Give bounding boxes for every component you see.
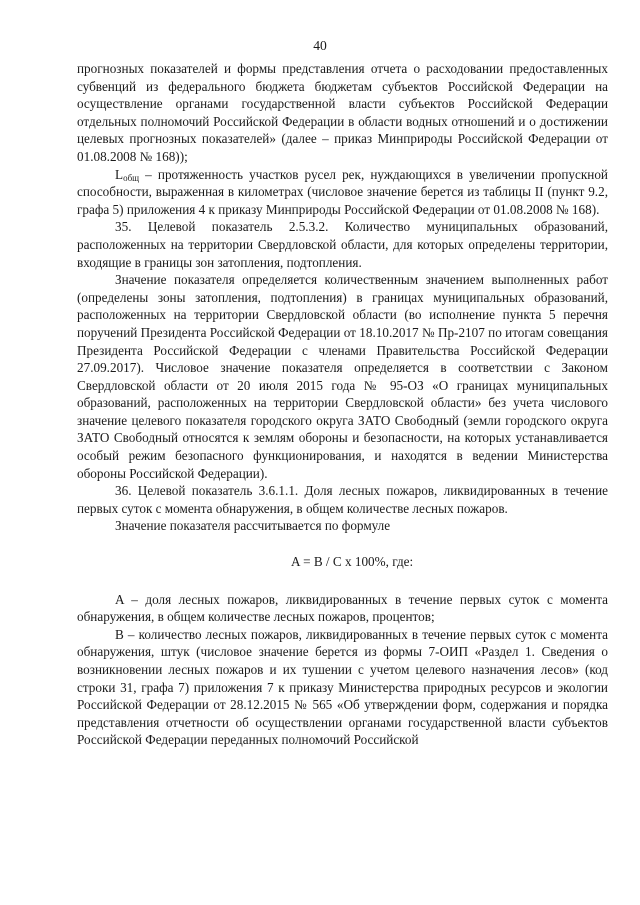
formula: A = B / C x 100%, где: [291,554,414,570]
paragraph-indicator-36: 36. Целевой показатель 3.6.1.1. Доля лесных пожаров, ликвидированных в течение первых суток с момента обнаружения, в общем количестве лесных пожаров. [77,483,608,516]
variable-symbol: L [115,166,124,182]
variable-definition-text: – протяженность участков русел рек, нуждающихся в увеличении пропускной способности, выраженная в километрах (числовое значение берется из таблицы II (пункт 9.2, графа 5) приложения 4 к приказу Минприроды Российской Федерации от 01.08.2008 № 168). [77,166,608,217]
page-number: 40 [313,38,327,53]
document-body [77,60,608,749]
variable-subscript: общ [123,172,140,183]
paragraph-indicator-35: 35. Целевой показатель 2.5.3.2. Количество муниципальных образований, расположенных на территории Свердловской области, для которых определены территории, входящие в границы зон затопления, подтопления. [77,219,608,270]
paragraph-formula-intro: Значение показателя рассчитывается по формуле [115,518,391,534]
paragraph-order-reference: прогнозных показателей и формы представления отчета о расходовании предоставленных субвенций из федерального бюджета бюджетам субъектов Российской Федерации на осуществление органами государственной власти субъектов Российской Федерации отдельных полномочий Российской Федерации в области водных отношений и о достижении целевых прогнозных показателей» (далее – приказ Минприроды Российской Федерации от 01.08.2008 № 168)); [77,61,608,164]
paragraph-variable-l-definition [77,166,608,219]
paragraph-variable-a-definition: A – доля лесных пожаров, ликвидированных в течение первых суток с момента обнаружения, в общем количестве лесных пожаров, процентов; [77,591,608,625]
paragraph-indicator-35-value: Значение показателя определяется количественным значением выполненных работ (определены зоны затопления, подтопления) в границах муниципальных образований, расположенных на территории Свердловской области (во исполнение пункта 5 перечня поручений Президента Российской Федерации от 18.10.2017 № Пр-2107 по итогам совещания Президента Российской Федерации с членами Правительства Российской Федерации 27.09.2017). Числовое значение показателя определяется в соответствии с Законом Свердловской области от 20 июля 2015 года № 95-ОЗ «О границах муниципальных образований, расположенных на территории Свердловской области» без учета числового значение целевого показателя городского округа ЗАТО Свободный (земли городского округа ЗАТО Свободный относятся к землям обороны и безопасности, на которых устанавливается особый режим безопасного функционирования, и находятся в ведении Министерства обороны Российской Федерации). [77,272,608,481]
paragraph-variable-b-definition: B – количество лесных пожаров, ликвидированных в течение первых суток с момента обнаружения, штук (числовое значение берется из формы 7-ОИП «Раздел 1. Сведения о возникновении лесных пожаров и их тушении с учетом целевого назначения лесов» (код строки 31, графа 7) приложения 7 к приказу Министерства природных ресурсов и экологии Российской Федерации от 28.12.2015 № 565 «Об утверждении форм, содержания и порядка представления отчетности об осуществлении органами государственной власти субъектов Российской Федерации переданных полномочий Российской [77,626,608,748]
